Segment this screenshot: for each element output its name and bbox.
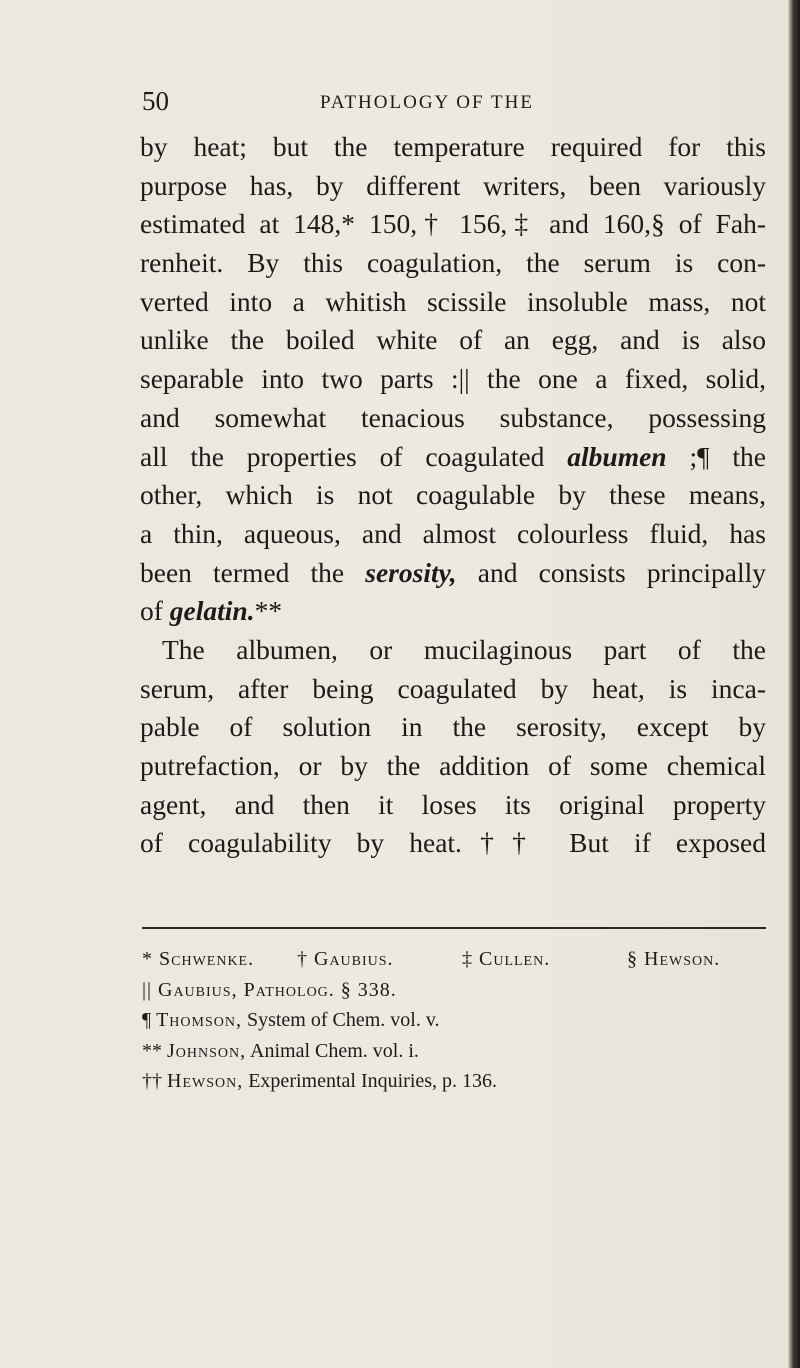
text-segment: of: [140, 595, 170, 627]
footnote: || Gaubius, Patholog. § 338.: [142, 978, 397, 1001]
text-line: verted into a whitish scissile insoluble mass, not: [140, 285, 766, 317]
footnote-mark: **: [142, 1039, 167, 1062]
text-line: and somewhat tenacious substance, possessing: [140, 401, 766, 433]
page-spine-shadow: [788, 0, 800, 1368]
footnote-text: Animal Chem. vol. i.: [246, 1039, 419, 1062]
text-line: [140, 592, 766, 631]
text-line: by heat; but the temperature required for this: [140, 131, 766, 162]
footnote: * Schwenke.: [142, 948, 255, 970]
text-line: unlike the boiled white of an egg, and is also: [140, 324, 766, 356]
italic-term: albumen: [567, 440, 667, 472]
footnote-divider: [142, 927, 766, 929]
text-line: separable into two parts :|| the one a fixed, solid,: [140, 363, 766, 395]
footnote: [142, 1005, 772, 1036]
footnote-author: Johnson,: [167, 1039, 247, 1062]
footnote-text: System of Chem. vol. v.: [241, 1009, 440, 1031]
footnote-text: Experimental Inquiries, p. 136.: [243, 1070, 498, 1092]
footnote: [142, 1036, 772, 1067]
text-segment: and consists principally: [456, 556, 766, 588]
text-line: [140, 554, 766, 593]
running-head: PATHOLOGY OF THE: [320, 92, 534, 113]
footnote-mark: ††: [142, 1070, 167, 1092]
footnote: § Hewson.: [627, 948, 721, 970]
text-line: agent, and then it loses its original property: [140, 788, 766, 820]
footnote-author: Hewson,: [167, 1070, 244, 1092]
text-segment: been termed the: [140, 556, 366, 588]
page-header: [142, 86, 762, 120]
text-line: serum, after being coagulated by heat, is inca-: [140, 672, 766, 704]
text-segment: all the properties of coagulated: [140, 440, 568, 472]
text-segment: **: [254, 595, 283, 627]
text-line: a thin, aqueous, and almost colourless fluid, has: [140, 517, 766, 549]
text-line: [140, 438, 766, 477]
text-line: putrefaction, or by the addition of some chemical: [140, 750, 766, 781]
footnote-author: Thomson,: [156, 1009, 242, 1031]
text-line: of coagulability by heat.†† But if exposed: [140, 827, 766, 859]
text-segment: ;¶ the: [666, 440, 766, 472]
italic-term: gelatin.: [169, 595, 255, 627]
footnote-row: [142, 944, 772, 975]
text-line: other, which is not coagulable by these means,: [140, 479, 766, 511]
text-line: purpose has, by different writers, been variously: [140, 169, 766, 201]
text-line: renheit. By this coagulation, the serum is con-: [140, 247, 766, 279]
footnote-mark: ¶: [142, 1009, 157, 1031]
text-line: pable of solution in the serosity, except by: [140, 711, 766, 743]
text-line: estimated at 148,* 150,† 156,‡ and 160,§ of Fah-: [140, 208, 766, 240]
text-line: The albumen, or mucilaginous part of the: [162, 633, 766, 665]
footnote: [142, 1066, 772, 1097]
footnote: ‡ Cullen.: [462, 948, 551, 970]
body-text: [140, 128, 766, 863]
italic-term: serosity,: [365, 556, 457, 588]
footnote: † Gaubius.: [297, 948, 394, 970]
page-number: 50: [142, 86, 169, 116]
footnotes: [142, 944, 772, 1097]
